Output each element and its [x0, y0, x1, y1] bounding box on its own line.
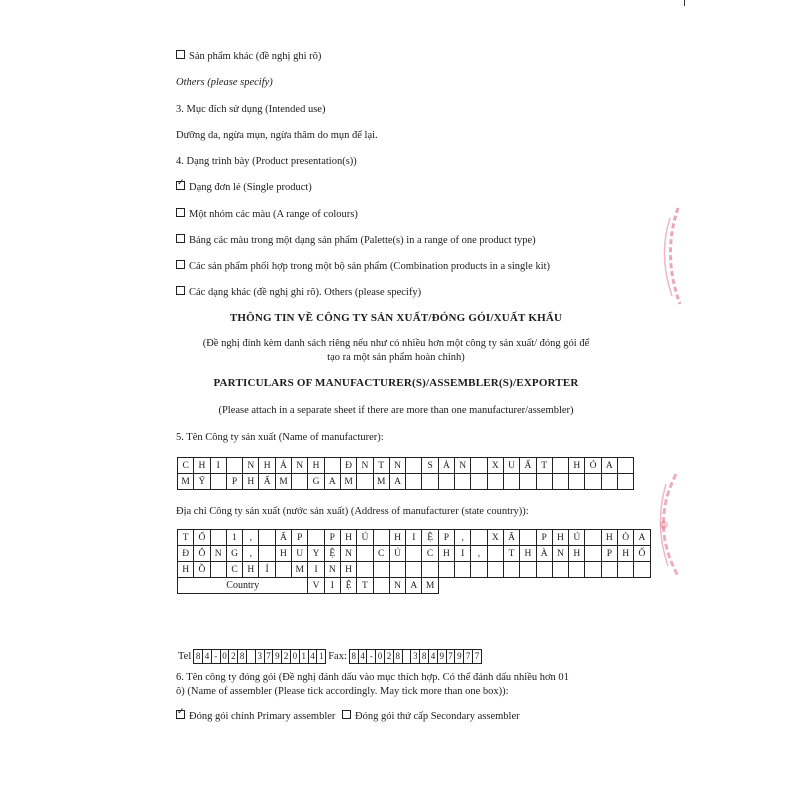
address-row [178, 530, 651, 546]
address-cell[interactable] [357, 562, 373, 578]
address-cell[interactable]: Ồ [194, 562, 210, 578]
single-product-option [176, 181, 312, 194]
manufacturer-name-cell[interactable]: N [389, 458, 405, 474]
fax-digit: 9 [455, 650, 464, 663]
address-cell[interactable] [569, 562, 585, 578]
address-cell[interactable]: N [340, 546, 356, 562]
seal-stamp-upper [648, 200, 688, 310]
address-cell[interactable]: M [292, 562, 308, 578]
manufacturer-name-cell[interactable]: S [422, 458, 438, 474]
manufacturer-name-cell[interactable] [455, 474, 471, 490]
tel-digit: - [212, 650, 221, 663]
manufacturer-name-cell[interactable] [536, 474, 552, 490]
address-cell[interactable]: , [455, 530, 471, 546]
address-cell[interactable]: Ệ [422, 530, 438, 546]
manufacturer-name-cell[interactable] [406, 474, 422, 490]
manufacturer-name-cell[interactable] [406, 458, 422, 474]
manufacturer-name-cell[interactable] [552, 474, 568, 490]
tel-digit [247, 650, 256, 663]
tel-digit: 4 [309, 650, 318, 663]
manufacturer-name-cell[interactable] [292, 474, 308, 490]
address-cell[interactable]: I [308, 562, 324, 578]
address-cell[interactable] [471, 530, 487, 546]
address-cell[interactable]: H [243, 562, 259, 578]
address-cell[interactable]: G [226, 546, 242, 562]
address-cell[interactable]: Í [259, 562, 275, 578]
country-row [178, 578, 651, 594]
address-cell[interactable]: Y [308, 546, 324, 562]
assembler-heading-2: ô) (Name of assembler (Please tick accordingly. May tick more than one box)): [176, 686, 509, 697]
other-forms-label: Các dạng khác (đề nghị ghi rõ). Others (please specify) [189, 287, 422, 298]
fax-field[interactable] [349, 649, 482, 664]
company-section-title-en: PARTICULARS OF MANUFACTURER(S)/ASSEMBLER(S)/EXPORTER [213, 377, 579, 389]
manufacturer-name-row [178, 474, 634, 490]
checkbox-primary-assembler[interactable] [176, 710, 185, 719]
address-cell[interactable] [438, 562, 454, 578]
address-cell[interactable] [601, 562, 617, 578]
address-cell[interactable] [455, 562, 471, 578]
intended-use-value: Dưỡng da, ngừa mụn, ngừa thâm do mụn để lại. [176, 130, 378, 141]
address-cell[interactable]: A [634, 530, 650, 546]
address-cell[interactable]: H [569, 546, 585, 562]
range-colours-label: Một nhóm các màu (A range of colours) [189, 209, 358, 220]
address-cell[interactable]: T [503, 546, 519, 562]
manufacturer-name-cell[interactable] [357, 474, 373, 490]
manufacturer-heading: 5. Tên Công ty sản xuất (Name of manufacturer): [176, 432, 384, 443]
address-cell[interactable]: P [324, 530, 340, 546]
manufacturer-name-cell[interactable]: M [373, 474, 389, 490]
fax-digit: 8 [350, 650, 359, 663]
manufacturer-name-grid [177, 457, 634, 490]
tel-digit: 0 [291, 650, 300, 663]
palette-label: Bảng các màu trong một dạng sản phẩm (Palette(s) in a range of one product type) [189, 235, 536, 246]
manufacturer-name-cell[interactable] [618, 458, 634, 474]
fax-digit: 0 [376, 650, 385, 663]
combination-option [176, 260, 550, 273]
address-cell[interactable] [308, 530, 324, 546]
manufacturer-name-cell[interactable]: G [308, 474, 324, 490]
country-cell[interactable]: A [406, 578, 422, 594]
manufacturer-name-cell[interactable] [601, 474, 617, 490]
tel-digit: 2 [282, 650, 291, 663]
checkbox-range-colours[interactable] [176, 208, 185, 217]
address-cell[interactable]: H [340, 562, 356, 578]
address-cell[interactable]: P [292, 530, 308, 546]
manufacturer-name-cell[interactable]: U [503, 458, 519, 474]
fax-digit: 7 [473, 650, 482, 663]
address-cell[interactable]: , [471, 546, 487, 562]
address-cell[interactable]: Đ [178, 546, 194, 562]
other-forms-option [176, 286, 421, 299]
address-cell[interactable]: Ủ [389, 546, 405, 562]
address-cell[interactable]: 1 [226, 530, 242, 546]
other-products-option [176, 50, 321, 63]
other-products-en: Others (please specify) [176, 77, 273, 88]
address-cell[interactable]: C [422, 546, 438, 562]
fax-digit: 4 [359, 650, 368, 663]
address-cell[interactable]: H [275, 546, 291, 562]
manufacturer-name-cell[interactable] [503, 474, 519, 490]
address-cell[interactable]: N [324, 562, 340, 578]
tel-digit: 1 [317, 650, 326, 663]
primary-assembler-label: Đóng gói chính Primary assembler [189, 711, 336, 722]
manufacturer-name-cell[interactable]: I [210, 458, 226, 474]
assembler-heading-1: 6. Tên công ty đóng gói (Đề nghị đánh dấu vào mục thích hợp. Có thể đánh dấu nhiều hơn 01 [176, 672, 569, 683]
checkbox-palette[interactable] [176, 234, 185, 243]
address-cell[interactable]: H [601, 530, 617, 546]
address-cell[interactable] [373, 530, 389, 546]
manufacturer-name-cell[interactable]: Ó [585, 458, 601, 474]
tel-digit: 9 [273, 650, 282, 663]
address-cell[interactable]: Ô [194, 546, 210, 562]
address-cell[interactable]: Ệ [324, 546, 340, 562]
manufacturer-name-cell[interactable]: T [373, 458, 389, 474]
address-cell[interactable] [471, 562, 487, 578]
tel-digit: 4 [203, 650, 212, 663]
manufacturer-name-cell[interactable] [226, 458, 242, 474]
company-note-en: (Please attach in a separate sheet if there are more than one manufacturer/assembler) [218, 405, 574, 416]
single-product-label: Dạng đơn lẻ (Single product) [189, 182, 312, 193]
address-cell[interactable]: Ú [569, 530, 585, 546]
manufacturer-name-cell[interactable]: Ỹ [194, 474, 210, 490]
manufacturer-name-cell[interactable] [520, 474, 536, 490]
manufacturer-name-cell[interactable] [438, 474, 454, 490]
manufacturer-name-cell[interactable]: N [357, 458, 373, 474]
secondary-assembler-label: Đóng gói thứ cấp Secondary assembler [355, 711, 520, 722]
address-cell[interactable] [503, 562, 519, 578]
address-cell[interactable]: P [438, 530, 454, 546]
address-cell[interactable]: I [406, 530, 422, 546]
manufacturer-name-cell[interactable]: Ẩ [259, 474, 275, 490]
manufacturer-name-cell[interactable] [487, 474, 503, 490]
manufacturer-name-cell[interactable] [618, 474, 634, 490]
address-cell[interactable]: , [243, 530, 259, 546]
address-cell[interactable] [520, 530, 536, 546]
manufacturer-name-cell[interactable]: H [569, 458, 585, 474]
fax-label: Fax: [328, 651, 347, 662]
address-cell[interactable] [406, 546, 422, 562]
tel-digit: 7 [265, 650, 274, 663]
manufacturer-name-cell[interactable] [471, 474, 487, 490]
company-note-vi-1: (Đề nghị đính kèm danh sách riêng nếu như có nhiều hơn một công ty sản xuất/ đóng gói để [202, 338, 590, 349]
address-heading: Địa chỉ Công ty sản xuất (nước sản xuất) (Address of manufacturer (state country)): [176, 506, 529, 517]
manufacturer-name-cell[interactable]: N [243, 458, 259, 474]
address-cell[interactable]: N [210, 546, 226, 562]
address-cell[interactable]: Ố [634, 546, 650, 562]
fax-digit: - [367, 650, 376, 663]
country-label: Country [178, 578, 308, 594]
address-row [178, 562, 651, 578]
address-cell[interactable]: H [438, 546, 454, 562]
range-colours-option [176, 208, 358, 221]
manufacturer-name-cell[interactable] [422, 474, 438, 490]
fax-digit: 2 [385, 650, 394, 663]
address-cell[interactable]: H [340, 530, 356, 546]
address-cell[interactable]: U [292, 546, 308, 562]
manufacturer-name-cell[interactable] [210, 474, 226, 490]
address-cell[interactable] [373, 562, 389, 578]
address-cell[interactable]: Ã [503, 530, 519, 546]
address-cell[interactable] [520, 562, 536, 578]
country-cell[interactable]: N [389, 578, 405, 594]
address-cell[interactable]: T [178, 530, 194, 546]
fax-digit: 7 [447, 650, 456, 663]
fax-digit: 9 [438, 650, 447, 663]
address-cell[interactable]: , [243, 546, 259, 562]
address-cell[interactable]: H [178, 562, 194, 578]
tel-digit: 1 [300, 650, 309, 663]
manufacturer-name-cell[interactable]: T [536, 458, 552, 474]
address-cell[interactable]: Ổ [194, 530, 210, 546]
checkbox-other-products[interactable] [176, 50, 185, 59]
address-cell[interactable] [259, 546, 275, 562]
country-cell[interactable]: M [422, 578, 438, 594]
manufacturer-name-cell[interactable] [569, 474, 585, 490]
address-cell[interactable] [406, 562, 422, 578]
address-cell[interactable]: C [226, 562, 242, 578]
address-cell[interactable] [389, 562, 405, 578]
manufacturer-name-cell[interactable]: H [243, 474, 259, 490]
page-edge-mark [684, 0, 685, 6]
manufacturer-name-cell[interactable]: A [601, 458, 617, 474]
address-cell[interactable]: H [552, 530, 568, 546]
presentation-heading: 4. Dạng trình bày (Product presentation(s)) [176, 156, 357, 167]
address-cell[interactable]: Ú [357, 530, 373, 546]
palette-option [176, 234, 536, 247]
address-cell[interactable]: P [536, 530, 552, 546]
address-cell[interactable] [585, 530, 601, 546]
manufacturer-name-cell[interactable]: C [178, 458, 194, 474]
manufacturer-name-cell[interactable]: Ả [438, 458, 454, 474]
country-cell[interactable] [373, 578, 389, 594]
address-cell[interactable] [585, 562, 601, 578]
address-cell[interactable]: C [373, 546, 389, 562]
address-cell[interactable] [618, 562, 634, 578]
address-cell[interactable]: N [552, 546, 568, 562]
address-cell[interactable]: H [618, 546, 634, 562]
tel-digit: 8 [238, 650, 247, 663]
manufacturer-name-cell[interactable]: Á [275, 458, 291, 474]
country-cell[interactable]: Ệ [340, 578, 356, 594]
assembler-options [176, 710, 520, 723]
address-grid [177, 529, 651, 594]
other-products-label: Sản phẩm khác (đề nghị ghi rõ) [189, 51, 322, 62]
address-cell[interactable]: I [455, 546, 471, 562]
manufacturer-name-cell[interactable]: H [194, 458, 210, 474]
manufacturer-name-cell[interactable]: H [259, 458, 275, 474]
checkbox-single-product[interactable] [176, 181, 185, 190]
manufacturer-name-cell[interactable]: A [389, 474, 405, 490]
address-cell[interactable] [275, 562, 291, 578]
manufacturer-name-cell[interactable] [471, 458, 487, 474]
address-cell[interactable] [210, 562, 226, 578]
contact-row [178, 649, 484, 664]
tel-digit: 2 [229, 650, 238, 663]
seal-stamp-lower [640, 470, 686, 580]
manufacturer-name-row [178, 458, 634, 474]
manufacturer-name-cell[interactable] [585, 474, 601, 490]
tel-label: Tel [178, 651, 192, 662]
checkbox-combination[interactable] [176, 260, 185, 269]
manufacturer-name-cell[interactable]: M [340, 474, 356, 490]
company-section-title-vi: THÔNG TIN VỀ CÔNG TY SẢN XUẤT/ĐÓNG GÓI/XUẤT KHẨU [229, 312, 563, 324]
address-cell[interactable]: H [520, 546, 536, 562]
manufacturer-name-cell[interactable]: M [178, 474, 194, 490]
combination-label: Các sản phẩm phối hợp trong một bộ sản phẩm (Combination products in a single kit) [189, 261, 551, 272]
address-cell[interactable]: Ấ [275, 530, 291, 546]
address-cell[interactable] [536, 562, 552, 578]
address-cell[interactable]: X [487, 530, 503, 546]
address-cell[interactable]: À [536, 546, 552, 562]
address-cell[interactable] [210, 530, 226, 546]
manufacturer-name-cell[interactable]: Ấ [520, 458, 536, 474]
manufacturer-name-cell[interactable]: N [292, 458, 308, 474]
tel-digit: 3 [256, 650, 265, 663]
address-row [178, 546, 651, 562]
address-cell[interactable] [552, 562, 568, 578]
manufacturer-name-cell[interactable]: X [487, 458, 503, 474]
address-cell[interactable] [585, 546, 601, 562]
address-cell[interactable] [357, 546, 373, 562]
country-cell[interactable]: T [357, 578, 373, 594]
address-cell[interactable] [422, 562, 438, 578]
manufacturer-name-cell[interactable]: Đ [340, 458, 356, 474]
country-cell[interactable]: V [308, 578, 324, 594]
checkbox-secondary-assembler[interactable] [342, 710, 351, 719]
manufacturer-name-cell[interactable]: N [455, 458, 471, 474]
manufacturer-name-cell[interactable]: H [308, 458, 324, 474]
address-cell[interactable] [259, 530, 275, 546]
address-cell[interactable] [487, 546, 503, 562]
country-blank [438, 578, 650, 594]
tel-field[interactable] [193, 649, 326, 664]
fax-digit: 8 [394, 650, 403, 663]
address-cell[interactable]: Ò [618, 530, 634, 546]
country-cell[interactable]: I [324, 578, 340, 594]
address-cell[interactable]: P [601, 546, 617, 562]
manufacturer-name-cell[interactable]: A [324, 474, 340, 490]
address-cell[interactable]: H [389, 530, 405, 546]
tel-digit: 0 [221, 650, 230, 663]
manufacturer-name-cell[interactable] [552, 458, 568, 474]
manufacturer-name-cell[interactable] [324, 458, 340, 474]
fax-digit: 3 [411, 650, 420, 663]
fax-digit: 4 [429, 650, 438, 663]
intended-use-heading: 3. Mục đích sử dụng (Intended use) [176, 104, 326, 115]
checkbox-other-forms[interactable] [176, 286, 185, 295]
manufacturer-name-cell[interactable]: P [226, 474, 242, 490]
address-cell[interactable] [487, 562, 503, 578]
tel-digit: 8 [194, 650, 203, 663]
fax-digit [403, 650, 412, 663]
fax-digit: 7 [464, 650, 473, 663]
fax-digit: 8 [420, 650, 429, 663]
manufacturer-name-cell[interactable]: M [275, 474, 291, 490]
company-note-vi-2: tạo ra một sản phẩm hoàn chỉnh) [327, 352, 465, 363]
